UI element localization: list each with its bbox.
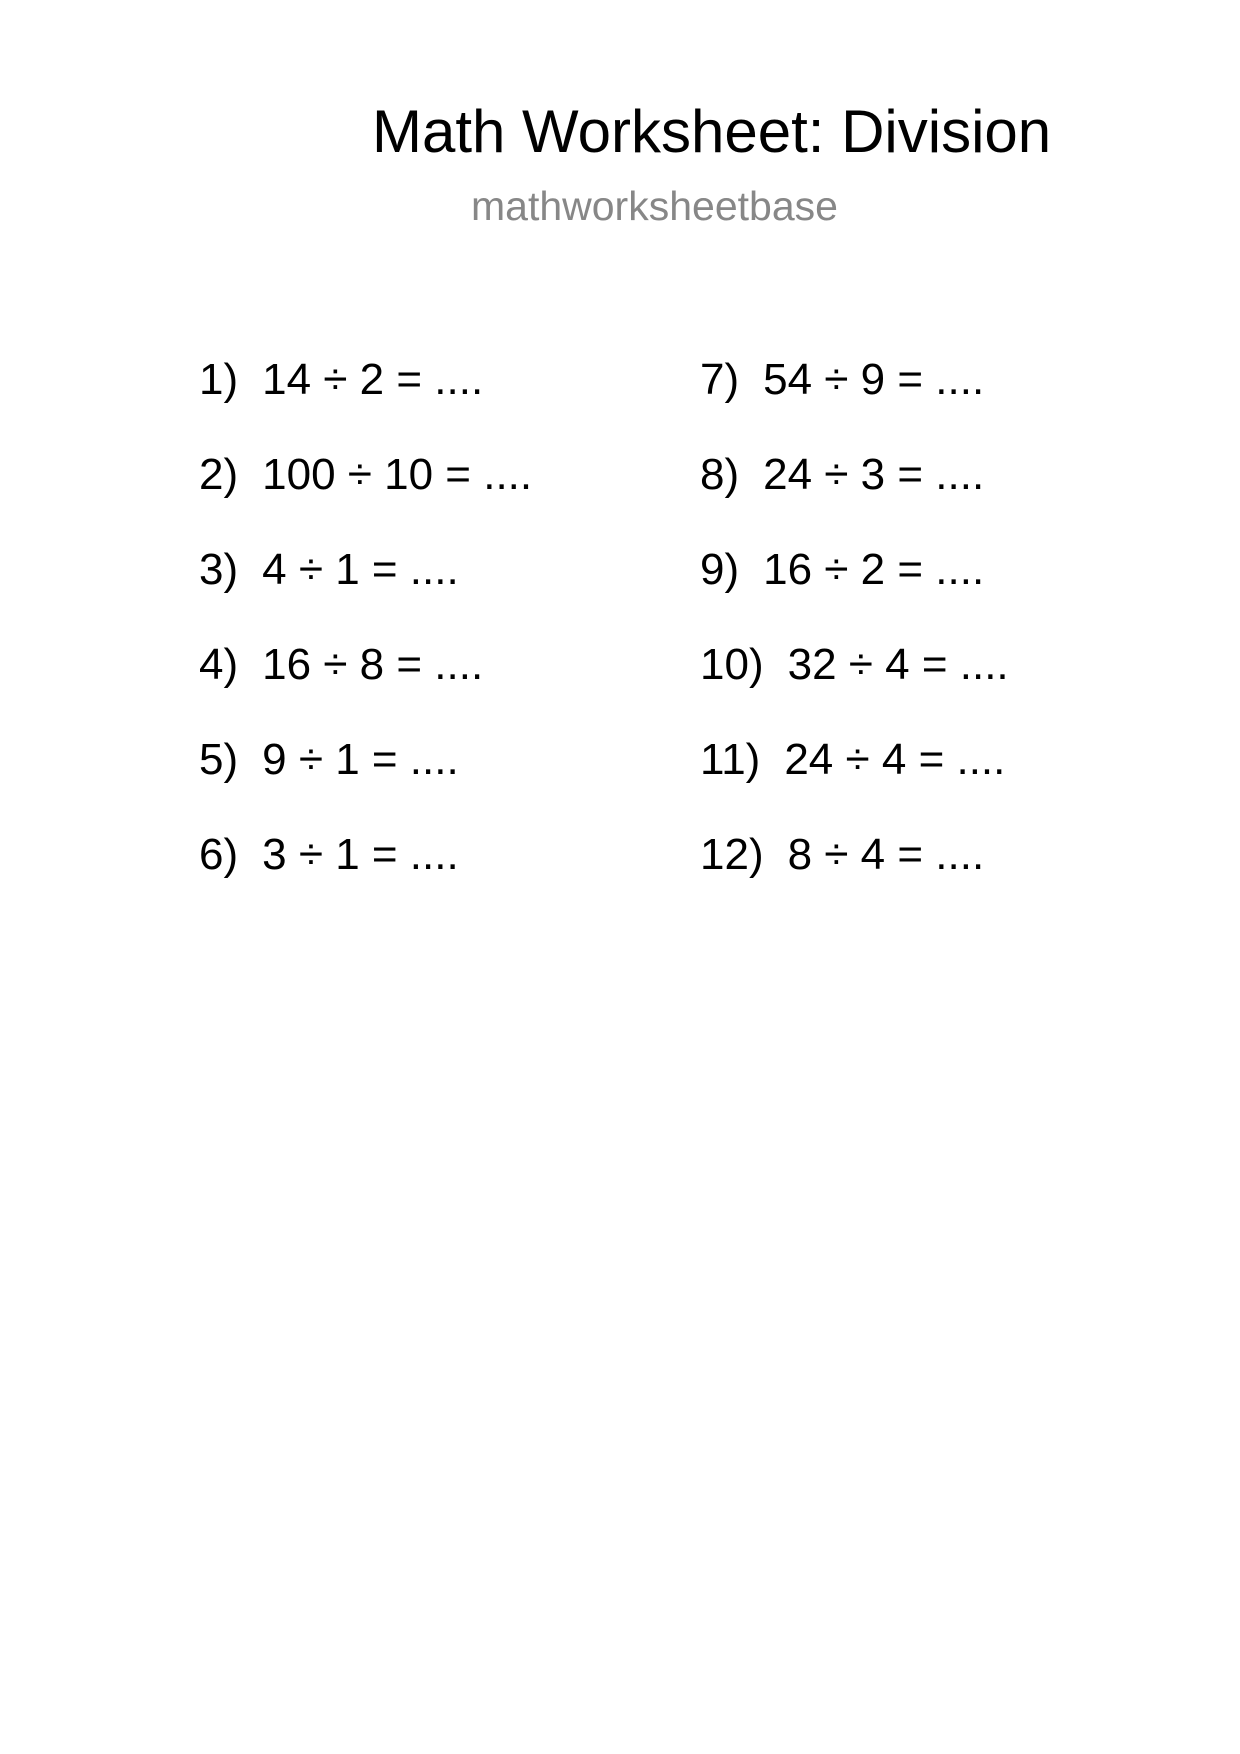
problem-number: 2)	[199, 450, 239, 499]
problem-expression: 24 ÷ 4 = ....	[784, 735, 1006, 784]
problem-expression: 16 ÷ 8 = ....	[262, 640, 484, 689]
worksheet-title: Math Worksheet: Division	[372, 98, 1052, 165]
problem-6	[199, 825, 532, 920]
problem-expression: 3 ÷ 1 = ....	[262, 830, 459, 879]
problem-number: 10)	[700, 640, 764, 689]
problem-number: 5)	[199, 735, 239, 784]
problem-expression: 4 ÷ 1 = ....	[262, 545, 459, 594]
problem-expression: 14 ÷ 2 = ....	[262, 355, 484, 404]
problem-expression: 32 ÷ 4 = ....	[787, 640, 1009, 689]
problem-number: 9)	[700, 545, 740, 594]
problem-10	[700, 635, 1009, 730]
problem-expression: 9 ÷ 1 = ....	[262, 735, 459, 784]
problem-7	[700, 350, 1009, 445]
problem-number: 8)	[700, 450, 740, 499]
problem-4	[199, 635, 532, 730]
problems-right-column	[700, 350, 1009, 920]
problem-12	[700, 825, 1009, 920]
problem-8	[700, 445, 1009, 540]
worksheet-subtitle: mathworksheetbase	[471, 183, 838, 229]
problem-number: 3)	[199, 545, 239, 594]
problem-11	[700, 730, 1009, 825]
problem-number: 7)	[700, 355, 740, 404]
problem-number: 11)	[700, 735, 761, 784]
problem-expression: 8 ÷ 4 = ....	[787, 830, 985, 879]
problem-number: 1)	[199, 355, 239, 404]
problems-left-column	[199, 350, 532, 920]
problem-number: 4)	[199, 640, 239, 689]
problem-3	[199, 540, 532, 635]
problem-5	[199, 730, 532, 825]
problem-number: 6)	[199, 830, 239, 879]
problem-expression: 54 ÷ 9 = ....	[763, 355, 985, 404]
problem-number: 12)	[700, 830, 764, 879]
problem-expression: 16 ÷ 2 = ....	[763, 545, 985, 594]
problem-1	[199, 350, 532, 445]
problem-9	[700, 540, 1009, 635]
problem-expression: 100 ÷ 10 = ....	[262, 450, 533, 499]
problem-expression: 24 ÷ 3 = ....	[763, 450, 985, 499]
problem-2	[199, 445, 532, 540]
